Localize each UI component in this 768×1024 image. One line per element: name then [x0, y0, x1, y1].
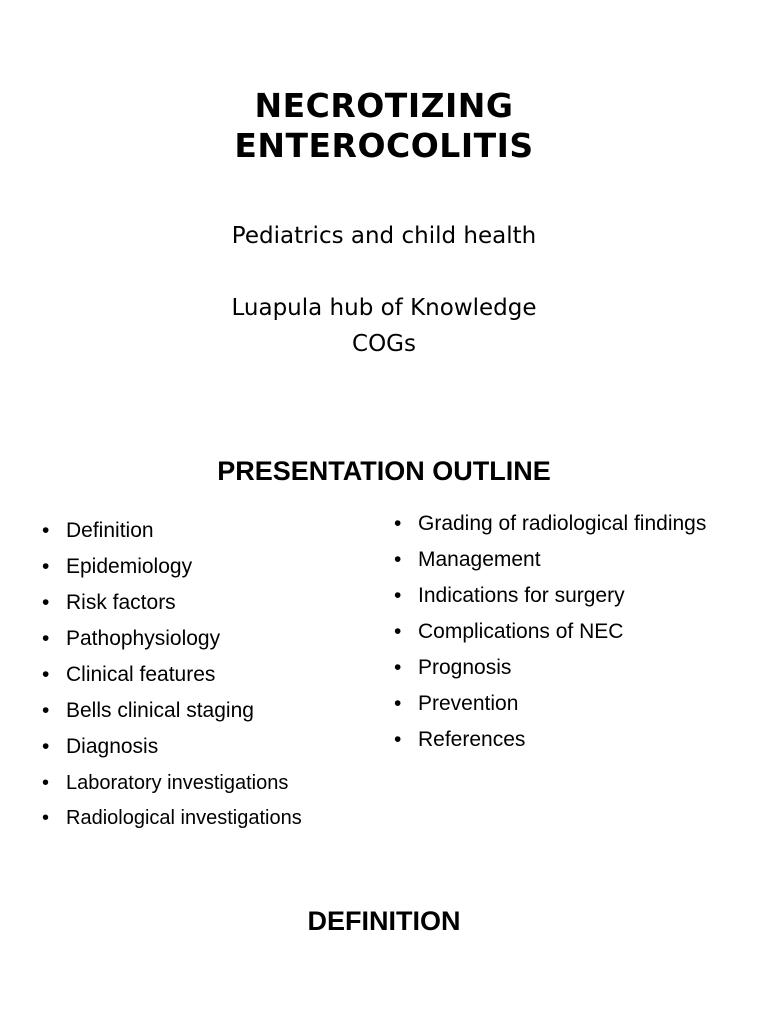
outline-item: • Laboratory investigations — [42, 768, 362, 803]
subtitle — [0, 218, 768, 254]
outline-item: • Clinical features — [42, 660, 362, 696]
title-line-2: ENTEROCOLITIS — [234, 126, 534, 165]
outline-item: • Risk factors — [42, 588, 362, 624]
outline-item: • Definition — [42, 516, 362, 552]
outline-list-left — [42, 516, 362, 838]
subtitle-text: Pediatrics and child health — [231, 223, 537, 249]
outline-item: • Management — [394, 545, 724, 575]
organization-line-1: Luapula hub of Knowledge — [231, 295, 537, 321]
document-title — [0, 86, 768, 166]
outline-item: • Prevention — [394, 689, 724, 719]
title-line-1: NECROTIZING — [254, 86, 514, 125]
outline-item: • Prognosis — [394, 653, 724, 683]
outline-item: • Grading of radiological findings — [394, 509, 724, 539]
outline-item: • Radiological investigations — [42, 803, 362, 838]
organization-line-2: COGs — [352, 331, 416, 357]
outline-item: • References — [394, 725, 724, 755]
outline-list-right — [394, 509, 724, 761]
outline-heading: PRESENTATION OUTLINE — [217, 456, 551, 486]
outline-item: • Bells clinical staging — [42, 696, 362, 732]
outline-item: • Diagnosis — [42, 732, 362, 768]
outline-item: • Complications of NEC — [394, 617, 724, 647]
outline-item: • Indications for surgery — [394, 581, 724, 611]
definition-heading: DEFINITION — [307, 906, 461, 936]
organization — [0, 290, 768, 362]
outline-item: • Epidemiology — [42, 552, 362, 588]
outline-item: • Pathophysiology — [42, 624, 362, 660]
